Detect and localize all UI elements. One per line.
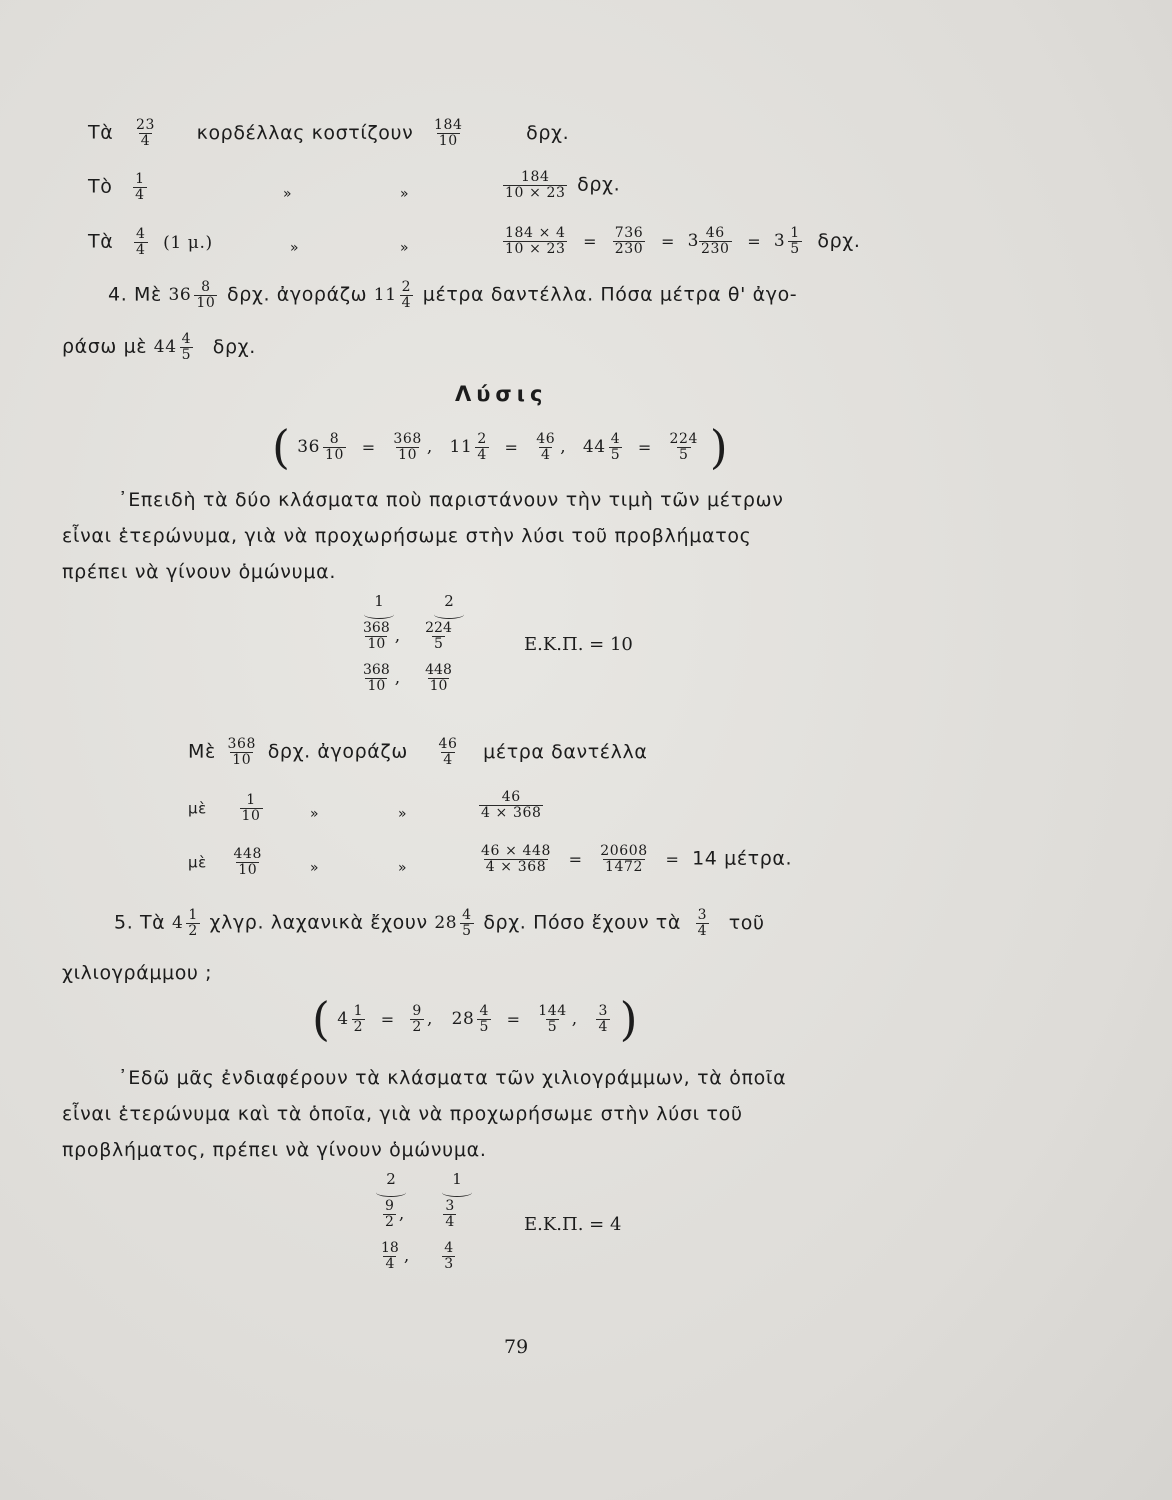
problem-5-line-1 — [114, 908, 765, 938]
page-number: 79 — [504, 1336, 529, 1358]
fraction-2-4: $\frac{2}{4}$ — [401, 279, 412, 311]
fraction-184x4-10x23: $\frac{184 \times 4}{10 \times 23}$ — [505, 225, 566, 257]
fraction-3-4: $\frac{3}{4}$ — [697, 907, 708, 939]
paragraph-line: εἶναι ἑτερώνυμα καὶ τὰ ὁποῖα, γιὰ νὰ προχωρήσωμε στὴν λύσι τοῦ — [62, 1103, 743, 1125]
fraction-3-4: $\frac{3}{4}$ — [445, 1198, 455, 1230]
row-3-unit: δρχ. — [817, 229, 861, 252]
equals-sign: = — [665, 849, 680, 869]
conversion-line-2: ( 4 $\frac{1}{2}$ = $\frac{9}{2}$ , 28 $\frac{4}{5}$ = $\frac{144}{5}$ , $\frac{3}{4}$ ) — [312, 992, 639, 1046]
fraction-4-5: $\frac{4}{5}$ — [479, 1002, 489, 1035]
lcm-result-1: Ε.Κ.Π. = 10 — [524, 634, 633, 655]
equals-sign: = — [583, 231, 598, 251]
equals-sign: = — [506, 1009, 521, 1029]
fraction-448-10: $\frac{448}{10}$ — [425, 662, 452, 695]
fraction-1-10: $\frac{1}{10}$ — [241, 792, 261, 824]
row-3-article: Τὰ — [88, 230, 114, 253]
solution-row-2-result — [476, 790, 546, 820]
solution-text: μὲ — [188, 853, 207, 872]
fraction-1-2: $\frac{1}{2}$ — [353, 1002, 364, 1035]
problem-5-text: χλγρ. λαχανικὰ ἔχουν — [209, 911, 428, 934]
problem-5-label: 5. Τὰ — [114, 911, 166, 934]
ditto-mark: » — [310, 860, 319, 876]
solution-row-1 — [188, 737, 647, 767]
problem-4-text: ράσω μὲ — [62, 335, 148, 358]
fraction-4-5: $\frac{4}{5}$ — [462, 907, 472, 939]
fraction-736-230: $\frac{736}{230}$ — [614, 225, 644, 257]
problem-5-line-2: χιλιογράμμου ; — [62, 962, 213, 984]
fraction-4-5: $\frac{4}{5}$ — [181, 331, 192, 363]
fraction-448-10: $\frac{448}{10}$ — [233, 846, 263, 878]
equals-sign: = — [747, 231, 762, 251]
fraction-368-10: $\frac{368}{10}$ — [393, 430, 422, 463]
equals-sign: = — [568, 849, 583, 869]
fraction-9-2: $\frac{9}{2}$ — [412, 1002, 422, 1035]
whole-number: 3 — [773, 231, 786, 252]
fraction-8-10: $\frac{8}{10}$ — [325, 430, 345, 463]
fraction-1-4: $\frac{1}{4}$ — [135, 171, 145, 203]
solution-text: δρχ. ἀγοράζω — [267, 740, 408, 763]
conversion-line-1: ( 36 $\frac{8}{10}$ = $\frac{368}{10}$ , 11 $\frac{2}{4}$ = $\frac{46}{4}$ , 44 $\frac{4}{5}$ = $\frac{224}{5}$ ) — [272, 420, 729, 474]
fraction-184-10x23: $\frac{184}{10 \times 23}$ — [505, 169, 566, 201]
problem-4-label: 4. Μὲ — [108, 283, 162, 306]
ditto-mark: » — [290, 240, 299, 256]
whole-number: 44 — [582, 437, 606, 457]
paragraph-2 — [62, 1060, 786, 1168]
ditto-mark: » — [283, 186, 292, 202]
multiplier-brace: 1 — [364, 592, 394, 619]
equals-sign: = — [380, 1009, 395, 1029]
whole-number: 11 — [449, 437, 473, 457]
solution-text: μὲ — [188, 799, 207, 818]
row-3 — [88, 227, 213, 257]
multiplier-brace: 2 — [434, 592, 464, 619]
row-1 — [88, 118, 569, 148]
multiplier-brace: 1 — [442, 1170, 472, 1197]
fraction-23-4: $\frac{23}{4}$ — [135, 117, 155, 149]
fraction-46-4x368: $\frac{46}{4 \times 368}$ — [481, 789, 542, 821]
fraction-1-5: $\frac{1}{5}$ — [790, 225, 800, 257]
fraction-46x448-4x368: $\frac{46 \times 448}{4 \times 368}$ — [481, 843, 551, 875]
whole-number: 11 — [373, 285, 397, 306]
solution-row-2 — [188, 793, 266, 823]
equals-sign: = — [637, 437, 652, 457]
paragraph-line: προβλήματος, πρέπει νὰ γίνουν ὁμώνυμα. — [62, 1139, 487, 1161]
fraction-4-3: $\frac{4}{3}$ — [444, 1240, 454, 1273]
fraction-1-2: $\frac{1}{2}$ — [188, 907, 198, 939]
fraction-368-10: $\frac{368}{10}$ — [227, 736, 257, 768]
row-2-result — [500, 170, 620, 200]
row-2-article: Τὸ — [88, 175, 113, 198]
solution-row-3 — [188, 847, 267, 877]
fraction-18-4: $\frac{18}{4}$ — [381, 1240, 399, 1273]
ditto-mark: » — [398, 806, 407, 822]
one-meter-note: (1 μ.) — [163, 232, 213, 253]
fraction-3-4: $\frac{3}{4}$ — [598, 1002, 608, 1035]
fraction-4-4: $\frac{4}{4}$ — [135, 226, 146, 258]
solution-text: Μὲ — [188, 740, 216, 763]
fraction-224-5: $\frac{224}{5}$ — [669, 430, 699, 463]
whole-number: 28 — [451, 1009, 475, 1029]
solution-result: 14 μέτρα. — [692, 847, 793, 870]
ditto-mark: » — [398, 860, 407, 876]
solution-row-3-result — [476, 844, 792, 874]
fraction-144-5: $\frac{144}{5}$ — [538, 1002, 567, 1035]
problem-4-text: δρχ. ἀγοράζω — [226, 283, 368, 306]
solution-text: μέτρα δαντέλλα — [483, 740, 648, 763]
whole-number: 4 — [171, 913, 184, 934]
row-2 — [88, 172, 150, 202]
fraction-46-4: $\frac{46}{4}$ — [536, 430, 556, 463]
lcm-result-2: Ε.Κ.Π. = 4 — [524, 1214, 622, 1235]
whole-number: 4 — [337, 1009, 349, 1029]
fraction-368-10: $\frac{368}{10}$ — [363, 662, 390, 695]
fraction-2-4: $\frac{2}{4}$ — [477, 430, 487, 463]
fraction-368-10: $\frac{368}{10}$ — [363, 620, 390, 652]
row-3-result — [500, 226, 861, 256]
equals-sign: = — [660, 231, 675, 251]
multiplier-brace: 2 — [376, 1170, 406, 1197]
problem-5-text: δρχ. Πόσο ἔχουν τὰ — [483, 911, 681, 934]
problem-4-text: μέτρα δαντέλλα. Πόσα μέτρα θ' ἀγο- — [422, 283, 798, 306]
right-paren: ) — [709, 420, 729, 474]
paragraph-1 — [62, 482, 784, 590]
whole-number: 44 — [153, 337, 177, 358]
fraction-20608-1472: $\frac{20608}{1472}$ — [600, 843, 648, 875]
fraction-184-10: $\frac{184}{10}$ — [433, 117, 463, 149]
problem-4-unit: δρχ. — [212, 335, 256, 358]
whole-number: 3 — [687, 231, 700, 252]
fraction-8-10: $\frac{8}{10}$ — [196, 279, 216, 311]
problem-4-line-2 — [62, 332, 256, 362]
left-paren: ( — [272, 420, 291, 474]
solution-heading: Λύσις — [455, 382, 548, 406]
row-1-article: Τὰ — [88, 121, 114, 144]
fraction-224-5: $\frac{224}{5}$ — [425, 620, 452, 652]
equals-sign: = — [361, 437, 376, 457]
whole-number: 36 — [297, 437, 321, 457]
fraction-46-4: $\frac{46}{4}$ — [438, 736, 458, 768]
row-2-unit: δρχ. — [577, 173, 621, 196]
whole-number: 36 — [168, 285, 192, 306]
equals-sign: = — [504, 437, 519, 457]
row-1-unit: δρχ. — [526, 121, 570, 144]
problem-5-text: τοῦ — [728, 911, 765, 934]
problem-4-line-1 — [108, 280, 797, 310]
paragraph-line: ᾿Εδῶ μᾶς ἐνδιαφέρουν τὰ κλάσματα τῶν χιλιογράμμων, τὰ ὁποῖα — [118, 1067, 787, 1089]
ditto-mark: » — [400, 186, 409, 202]
ditto-mark: » — [310, 806, 319, 822]
fraction-4-5: $\frac{4}{5}$ — [610, 430, 621, 463]
paragraph-line: εἶναι ἑτερώνυμα, γιὰ νὰ προχωρήσωμε στὴν λύσι τοῦ προβλήματος — [62, 525, 752, 547]
right-paren: ) — [619, 992, 639, 1046]
lcm-block-1: 1 2 $\frac{368}{10}$ , $\frac{224}{5}$ $\frac{368}{10}$ , $\frac{448}{10}$ — [358, 592, 488, 694]
row-1-text: κορδέλλας κοστίζουν — [196, 121, 414, 144]
lcm-block-2: 2 1 $\frac{9}{2}$ , $\frac{3}{4}$ $\frac{18}{4}$ , $\frac{4}{3}$ — [372, 1170, 482, 1272]
whole-number: 28 — [434, 913, 458, 934]
fraction-46-230: $\frac{46}{230}$ — [701, 225, 730, 257]
fraction-9-2: $\frac{9}{2}$ — [385, 1198, 394, 1230]
paragraph-line: πρέπει νὰ γίνουν ὁμώνυμα. — [62, 561, 337, 583]
left-paren: ( — [312, 992, 331, 1046]
ditto-mark: » — [400, 240, 409, 256]
paragraph-line: ᾿Επειδὴ τὰ δύο κλάσματα ποὺ παριστάνουν τὴν τιμὴ τῶν μέτρων — [118, 489, 784, 511]
